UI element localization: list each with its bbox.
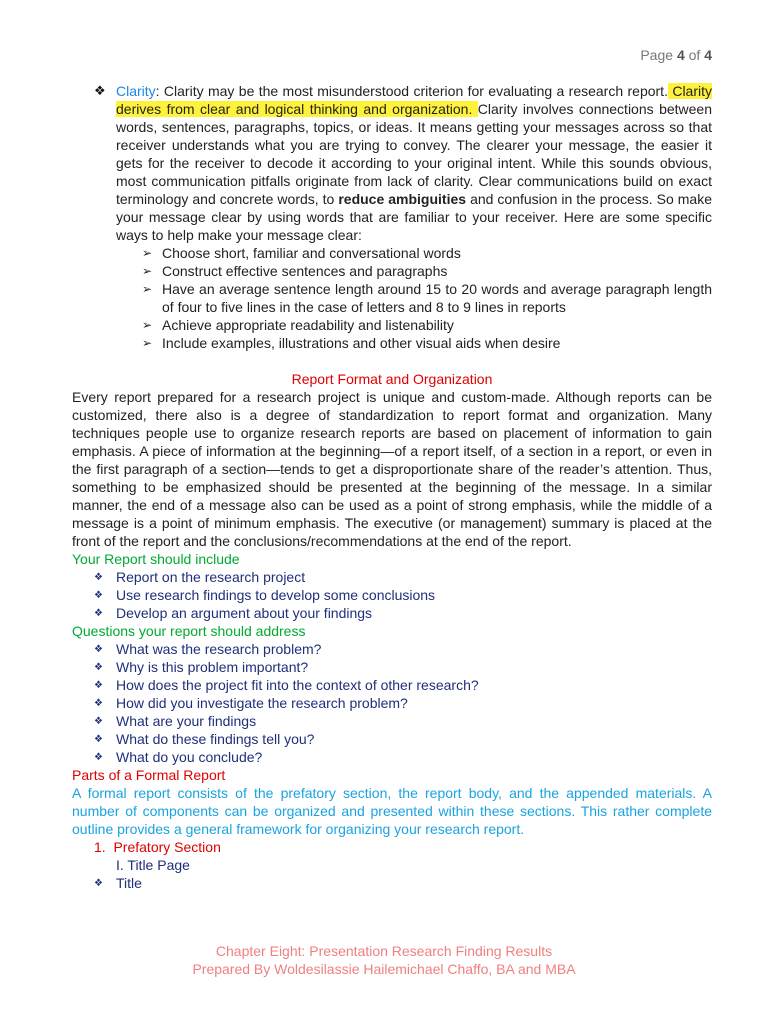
format-heading: Report Format and Organization [291, 371, 493, 387]
list-item: ❖ How did you investigate the research problem? [94, 695, 408, 711]
clarity-tips-list [72, 244, 712, 352]
parts-paragraph: A formal report consists of the prefatory section, the report body, and the appended materials. A number of components can be organized and presented within these sections. This rather complete outline provides a general framework for organizing your research report. [72, 785, 712, 837]
diamond-bullet-icon: ❖ [94, 716, 103, 727]
arrow-bullet-icon: ➢ [142, 246, 153, 260]
include-heading: Your Report should include [72, 551, 240, 567]
title-page-list [72, 874, 712, 892]
arrow-bullet-icon: ➢ [142, 318, 153, 332]
arrow-bullet-icon: ➢ [142, 336, 153, 350]
diamond-bullet-icon: ❖ [94, 752, 103, 763]
list-item: ❖ What are your findings [94, 713, 257, 729]
title-page-subheading: I. Title Page [116, 857, 190, 873]
diamond-bullet-icon: ❖ [94, 680, 103, 691]
diamond-bullet-icon: ❖ [94, 608, 103, 619]
clarity-term: Clarity [116, 83, 156, 99]
diamond-bullet-icon: ❖ [94, 734, 103, 745]
list-item: ➢ Have an average sentence length around 15 to 20 words and average paragraph length of four to five lines in the case of letters and 8 to 9 lines in reports [142, 281, 712, 315]
page-number: Page 4 of 4 [640, 47, 712, 63]
clarity-paragraph [72, 82, 712, 244]
list-item: ❖ Use research findings to develop some conclusions [94, 587, 436, 603]
list-item: ❖ How does the project fit into the context of other research? [94, 677, 479, 693]
list-item: ❖ What do you conclude? [94, 749, 263, 765]
format-paragraph: Every report prepared for a research project is unique and custom-made. Although reports can be customized, there also is a degree of standardization to report format and organization. Many techniques people use to organize research reports are based on placement of information to gain emphasis. A piece of information at the beginning—of a report itself, of a section in a report, or even in the first paragraph of a section—tends to get a disproportionate share of the reader’s attention. Thus, something to be emphasized should be presented at the beginning of the message. In a similar manner, the end of a message also can be used as a point of strong emphasis, while the middle of a message is a point of minimum emphasis. The executive (or management) summary is placed at the front of the report and the conclusions/recommendations at the end of the report. [72, 389, 712, 549]
page-footer [0, 942, 768, 978]
clarity-intro: : Clarity may be the most misunderstood criterion for evaluating a research report. [155, 83, 668, 99]
clarity-end: and confusion in the process. So make your message clear by using words that are familiar to your receiver. Here are some specific ways to help make your message clear: [116, 191, 712, 243]
list-item: ➢ Include examples, illustrations and other visual aids when desire [142, 335, 561, 351]
list-item: ➢ Choose short, familiar and conversational words [142, 245, 461, 261]
diamond-bullet-icon: ❖ [94, 644, 103, 655]
footer-chapter: Chapter Eight: Presentation Research Finding Results [215, 943, 553, 959]
diamond-bullet-icon: ❖ [94, 83, 106, 98]
list-item: ❖ Develop an argument about your findings [94, 605, 373, 621]
questions-heading: Questions your report should address [72, 623, 306, 639]
footer-author: Prepared By Woldesilassie Hailemichael Chaffo, BA and MBA [192, 961, 576, 977]
list-item: ❖ What do these findings tell you? [94, 731, 315, 747]
diamond-bullet-icon: ❖ [94, 572, 103, 583]
include-list [72, 568, 712, 622]
clarity-middle: Clarity involves connections between words, sentences, paragraphs, topics, or ideas. It means getting your messages across so that receiver understands what you are trying to convey. The clearer your message, the easier it gets for the receiver to decode it according to your original intent. While this sounds obvious, most communication pitfalls originate from lack of clarity. Clear communications build on exact terminology and concrete words, to [116, 101, 712, 207]
list-item: ❖ Why is this problem important? [94, 659, 309, 675]
clarity-highlight: Clarity derives from clear and logical thinking and organization. [116, 83, 713, 117]
questions-list [72, 640, 712, 766]
list-item: ➢ Achieve appropriate readability and listenability [142, 317, 454, 333]
diamond-bullet-icon: ❖ [94, 590, 103, 601]
list-item: ❖ What was the research problem? [94, 641, 322, 657]
list-item: ➢ Construct effective sentences and paragraphs [142, 263, 448, 279]
document-body [72, 82, 712, 892]
arrow-bullet-icon: ➢ [142, 282, 153, 296]
prefatory-section-heading: 1. Prefatory Section [94, 839, 221, 855]
diamond-bullet-icon: ❖ [94, 662, 103, 673]
diamond-bullet-icon: ❖ [94, 878, 103, 889]
list-item: ❖ Report on the research project [94, 569, 306, 585]
clarity-bold: reduce ambiguities [338, 191, 467, 207]
list-item: ❖ Title [94, 875, 142, 891]
diamond-bullet-icon: ❖ [94, 698, 103, 709]
arrow-bullet-icon: ➢ [142, 264, 153, 278]
parts-heading: Parts of a Formal Report [72, 767, 226, 783]
